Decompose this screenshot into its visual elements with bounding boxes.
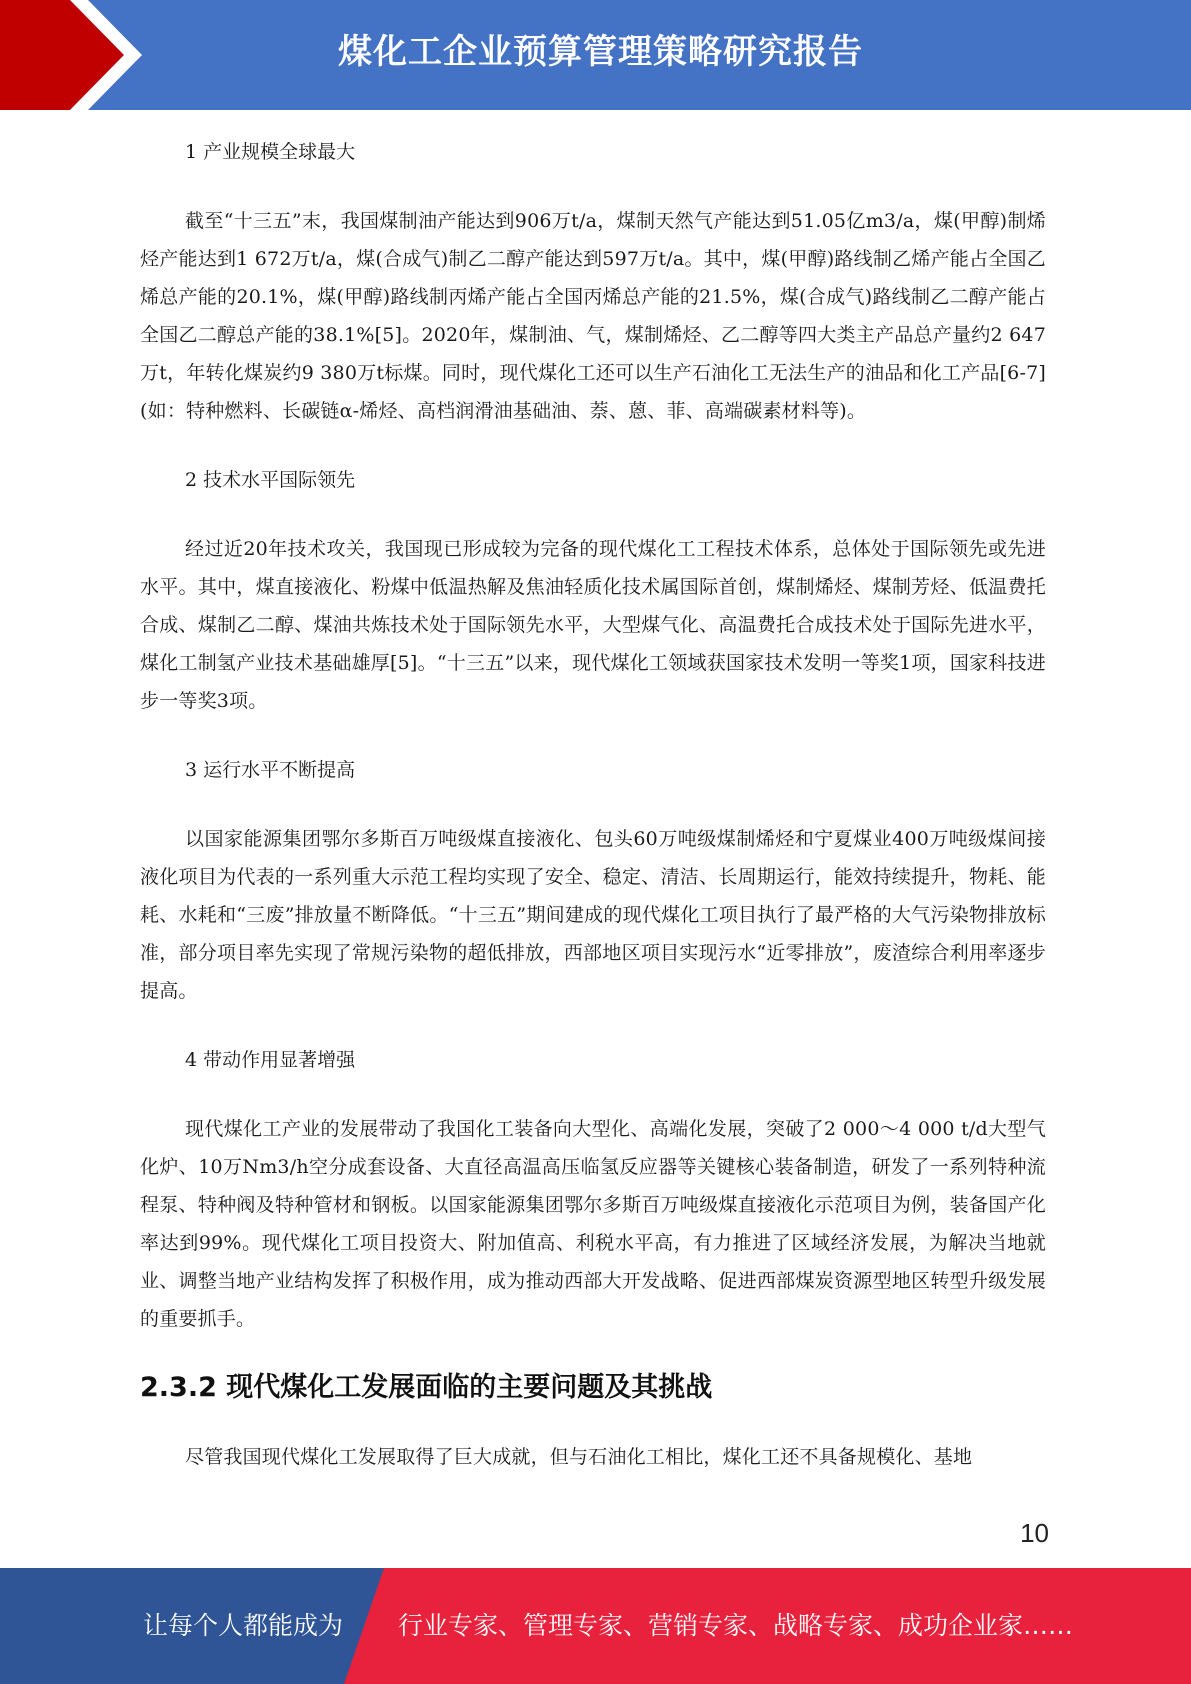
page-number: 10 [1020, 1518, 1049, 1548]
paragraph-5: 尽管我国现代煤化工发展取得了巨大成就，但与石油化工相比，煤化工还不具备规模化、基地 [185, 1446, 973, 1468]
footer-banner [0, 1568, 1191, 1684]
subheading-1: 1 产业规模全球最大 [185, 141, 356, 163]
footer-slogan-left: 让每个人都能成为 [143, 1611, 344, 1640]
subheading-3: 3 运行水平不断提高 [185, 759, 356, 781]
paragraph-3: 以国家能源集团鄂尔多斯百万吨级煤直接液化、包头60万吨级煤制烯烃和宁夏煤业400万吨级煤间接液化项目为代表的一系列重大示范工程均实现了安全、稳定、清洁、长周期运行，能效持续提升，物耗、能耗、水耗和“三废”排放量不断降低。“十三五”期间建成的现代煤化工项目执行了最严格的大气污染物排放标准，部分项目率先实现了常规污染物的超低排放，西部地区项目实现污水“近零排放”，废渣综合利用率逐步提高。 [140, 828, 1046, 1002]
paragraph-4: 现代煤化工产业的发展带动了我国化工装备向大型化、高端化发展，突破了2 000～4 000 t/d大型气化炉、10万Nm3/h空分成套设备、大直径高温高压临氢反应器等关键核心装备制造，研发了一系列特种流程泵、特种阀及特种管材和钢板。以国家能源集团鄂尔多斯百万吨级煤直接液化示范项目为例，装备国产化率达到99%。现代煤化工项目投资大、附加值高、利税水平高，有力推进了区域经济发展，为解决当地就业、调整当地产业结构发挥了积极作用，成为推动西部大开发战略、促进西部煤炭资源型地区转型升级发展的重要抓手。 [140, 1118, 1046, 1330]
header-banner [0, 0, 1191, 110]
document-title: 煤化工企业预算管理策略研究报告 [338, 32, 863, 72]
section-heading: 2.3.2 现代煤化工发展面临的主要问题及其挑战 [140, 1372, 713, 1403]
footer-slogan-right: 行业专家、管理专家、营销专家、战略专家、成功企业家…… [398, 1611, 1074, 1640]
paragraph-1: 截至“十三五”末，我国煤制油产能达到906万t/a，煤制天然气产能达到51.05亿m3/a，煤(甲醇)制烯烃产能达到1 672万t/a，煤(合成气)制乙二醇产能达到597万t/a。其中，煤(甲醇)路线制乙烯产能占全国乙烯总产能的20.1%，煤(甲醇)路线制丙烯产能占全国丙烯总产能的21.5%，煤(合成气)路线制乙二醇产能占全国乙二醇总产能的38.1%[5]。2020年，煤制油、气，煤制烯烃、乙二醇等四大类主产品总产量约2 647万t，年转化煤炭约9 380万t标煤。同时，现代煤化工还可以生产石油化工无法生产的油品和化工产品[6-7](如：特种燃料、长碳链α-烯烃、高档润滑油基础油、萘、蒽、菲、高端碳素材料等)。 [140, 210, 1046, 422]
subheading-2: 2 技术水平国际领先 [185, 469, 356, 491]
paragraph-2: 经过近20年技术攻关，我国现已形成较为完备的现代煤化工工程技术体系，总体处于国际领先或先进水平。其中，煤直接液化、粉煤中低温热解及焦油轻质化技术属国际首创，煤制烯烃、煤制芳烃、低温费托合成、煤制乙二醇、煤油共炼技术处于国际领先水平，大型煤气化、高温费托合成技术处于国际先进水平，煤化工制氢产业技术基础雄厚[5]。“十三五”以来，现代煤化工领域获国家技术发明一等奖1项，国家科技进步一等奖3项。 [140, 538, 1046, 712]
subheading-4: 4 带动作用显著增强 [185, 1049, 356, 1071]
document-body [140, 132, 1046, 1506]
